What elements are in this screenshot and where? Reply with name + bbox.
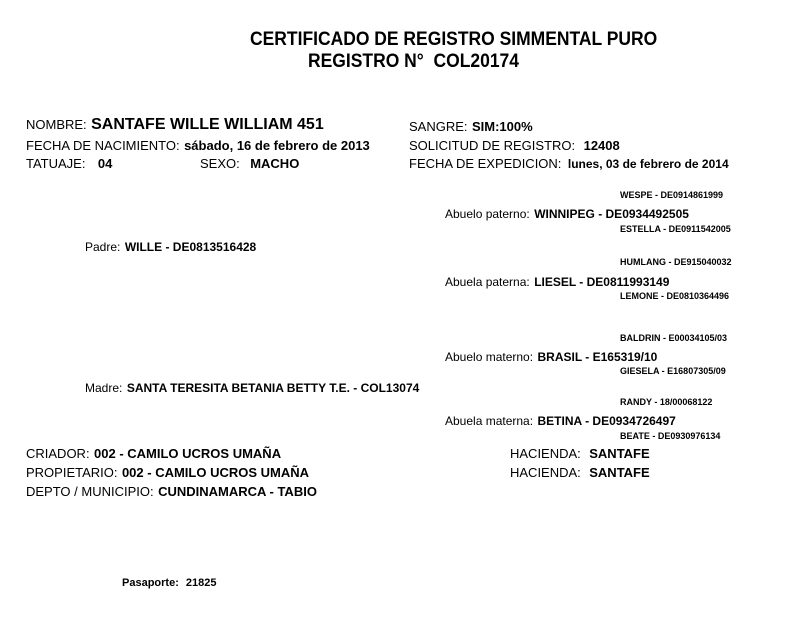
madre-row xyxy=(85,379,419,397)
registry-value: COL20174 xyxy=(433,51,520,72)
fecha-nacimiento-value: sábado, 16 de febrero de 2013 xyxy=(184,138,370,153)
tatuaje-label: TATUAJE: xyxy=(26,156,86,171)
abuela-paterna-value: LIESEL - DE0811993149 xyxy=(534,275,670,289)
abuelo-paterno-sire: WESPE - DE0914861999 xyxy=(620,190,724,200)
fecha-nacimiento-row xyxy=(26,137,370,155)
abuelo-materno-label: Abuelo materno: xyxy=(445,350,534,364)
propietario-value: 002 - CAMILO UCROS UMAÑA xyxy=(121,465,310,480)
abuelo-materno-sire: BALDRIN - E00034105/03 xyxy=(620,333,728,343)
sangre-row xyxy=(409,118,533,136)
registry-number xyxy=(308,51,519,73)
nombre-label: NOMBRE: xyxy=(26,117,87,132)
propietario-row xyxy=(26,464,309,482)
hacienda-label-1: HACIENDA: xyxy=(510,446,581,461)
padre-row xyxy=(85,238,256,256)
madre-value: SANTA TERESITA BETANIA BETTY T.E. - COL13074 xyxy=(126,381,420,395)
registry-label: REGISTRO N° xyxy=(308,51,424,72)
sexo-value: MACHO xyxy=(250,156,300,171)
depto-label: DEPTO / MUNICIPIO: xyxy=(26,484,154,499)
propietario-label: PROPIETARIO: xyxy=(26,465,118,480)
abuela-materna-dam: BEATE - DE0930976134 xyxy=(620,431,721,441)
abuela-materna-row xyxy=(445,412,676,430)
nombre-row xyxy=(26,116,324,134)
abuela-paterna-sire: HUMLANG - DE915040032 xyxy=(620,257,732,267)
sangre-label: SANGRE: xyxy=(409,119,468,134)
tatuaje-row xyxy=(26,155,112,173)
tatuaje-value: 04 xyxy=(97,156,113,171)
abuela-materna-label: Abuela materna: xyxy=(445,414,534,428)
expedicion-label: FECHA DE EXPEDICION: xyxy=(409,156,562,171)
hacienda-row-1 xyxy=(510,445,650,463)
sexo-row xyxy=(200,155,299,173)
pasaporte-label: Pasaporte: xyxy=(122,577,179,589)
expedicion-value: lunes, 03 de febrero de 2014 xyxy=(567,157,729,171)
solicitud-label: SOLICITUD DE REGISTRO: xyxy=(409,138,576,153)
criador-row xyxy=(26,445,281,463)
criador-label: CRIADOR: xyxy=(26,446,90,461)
hacienda-value-1: SANTAFE xyxy=(589,446,650,461)
expedicion-row xyxy=(409,155,729,173)
abuela-paterna-label: Abuela paterna: xyxy=(445,275,530,289)
pasaporte-row xyxy=(122,577,217,589)
hacienda-row-2 xyxy=(510,464,650,482)
certificate-title: CERTIFICADO DE REGISTRO SIMMENTAL PURO xyxy=(250,29,658,50)
padre-label: Padre: xyxy=(85,240,121,254)
hacienda-value-2: SANTAFE xyxy=(589,465,650,480)
abuela-materna-value: BETINA - DE0934726497 xyxy=(537,414,676,428)
abuelo-materno-row xyxy=(445,348,657,366)
sexo-label: SEXO: xyxy=(200,156,240,171)
abuela-paterna-row xyxy=(445,273,669,291)
hacienda-label-2: HACIENDA: xyxy=(510,465,581,480)
abuelo-materno-dam: GIESELA - E16807305/09 xyxy=(620,366,726,376)
sangre-value: SIM:100% xyxy=(471,119,533,134)
depto-row xyxy=(26,483,317,501)
fecha-nacimiento-label: FECHA DE NACIMIENTO: xyxy=(26,138,180,153)
madre-label: Madre: xyxy=(85,381,123,395)
solicitud-row xyxy=(409,137,620,155)
pasaporte-value: 21825 xyxy=(185,577,217,589)
abuelo-paterno-label: Abuelo paterno: xyxy=(445,207,530,221)
nombre-value: SANTAFE WILLE WILLIAM 451 xyxy=(91,116,324,133)
criador-value: 002 - CAMILO UCROS UMAÑA xyxy=(94,446,282,461)
abuela-materna-sire: RANDY - 18/00068122 xyxy=(620,397,713,407)
solicitud-value: 12408 xyxy=(583,138,620,153)
padre-value: WILLE - DE0813516428 xyxy=(124,240,257,254)
abuelo-materno-value: BRASIL - E165319/10 xyxy=(537,350,658,364)
depto-value: CUNDINAMARCA - TABIO xyxy=(158,484,317,499)
abuelo-paterno-value: WINNIPEG - DE0934492505 xyxy=(534,207,689,221)
abuelo-paterno-row xyxy=(445,205,689,223)
abuela-paterna-dam: LEMONE - DE0810364496 xyxy=(620,291,730,301)
abuelo-paterno-dam: ESTELLA - DE0911542005 xyxy=(620,224,731,234)
